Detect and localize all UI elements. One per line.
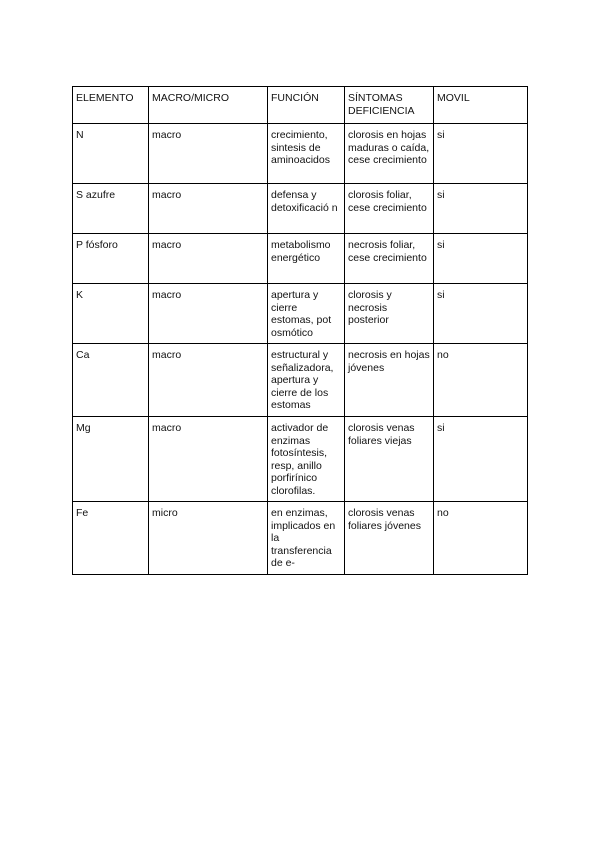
cell-macro-micro: macro: [149, 417, 268, 502]
cell-macro-micro: macro: [149, 184, 268, 234]
cell-elemento: Mg: [73, 417, 149, 502]
cell-sintomas: clorosis y necrosis posterior: [345, 284, 434, 344]
cell-sintomas: clorosis venas foliares jóvenes: [345, 502, 434, 575]
cell-funcion: activador de enzimas fotosíntesis, resp, anillo porfirínico clorofilas.: [268, 417, 345, 502]
table-row: [73, 124, 528, 184]
cell-funcion: apertura y cierre estomas, pot osmótico: [268, 284, 345, 344]
cell-macro-micro: macro: [149, 234, 268, 284]
cell-elemento: K: [73, 284, 149, 344]
cell-movil: no: [434, 344, 528, 417]
header-movil: MOVIL: [434, 87, 528, 124]
cell-funcion: crecimiento, sintesis de aminoacidos: [268, 124, 345, 184]
cell-movil: si: [434, 234, 528, 284]
cell-elemento: P fósforo: [73, 234, 149, 284]
cell-movil: no: [434, 502, 528, 575]
cell-macro-micro: macro: [149, 284, 268, 344]
cell-elemento: S azufre: [73, 184, 149, 234]
cell-sintomas: clorosis en hojas maduras o caída, cese crecimiento: [345, 124, 434, 184]
table-row: [73, 417, 528, 502]
cell-movil: si: [434, 124, 528, 184]
nutrient-table: [72, 86, 528, 575]
header-funcion: FUNCIÓN: [268, 87, 345, 124]
cell-macro-micro: macro: [149, 124, 268, 184]
table-row: [73, 344, 528, 417]
cell-funcion: defensa y detoxificació n: [268, 184, 345, 234]
table-row: [73, 502, 528, 575]
cell-funcion: metabolismo energético: [268, 234, 345, 284]
header-row: [73, 87, 528, 124]
cell-elemento: N: [73, 124, 149, 184]
cell-funcion: estructural y señalizadora, apertura y cierre de los estomas: [268, 344, 345, 417]
cell-sintomas: necrosis en hojas jóvenes: [345, 344, 434, 417]
cell-sintomas: clorosis foliar, cese crecimiento: [345, 184, 434, 234]
table-row: [73, 184, 528, 234]
header-sintomas: SÍNTOMAS DEFICIENCIA: [345, 87, 434, 124]
cell-macro-micro: macro: [149, 344, 268, 417]
cell-movil: si: [434, 417, 528, 502]
header-macro-micro: MACRO/MICRO: [149, 87, 268, 124]
table-row: [73, 234, 528, 284]
table-row: [73, 284, 528, 344]
header-elemento: ELEMENTO: [73, 87, 149, 124]
cell-sintomas: clorosis venas foliares viejas: [345, 417, 434, 502]
cell-sintomas: necrosis foliar, cese crecimiento: [345, 234, 434, 284]
cell-funcion: en enzimas, implicados en la transferencia de e-: [268, 502, 345, 575]
cell-movil: si: [434, 184, 528, 234]
cell-elemento: Ca: [73, 344, 149, 417]
cell-movil: si: [434, 284, 528, 344]
cell-macro-micro: micro: [149, 502, 268, 575]
cell-elemento: Fe: [73, 502, 149, 575]
